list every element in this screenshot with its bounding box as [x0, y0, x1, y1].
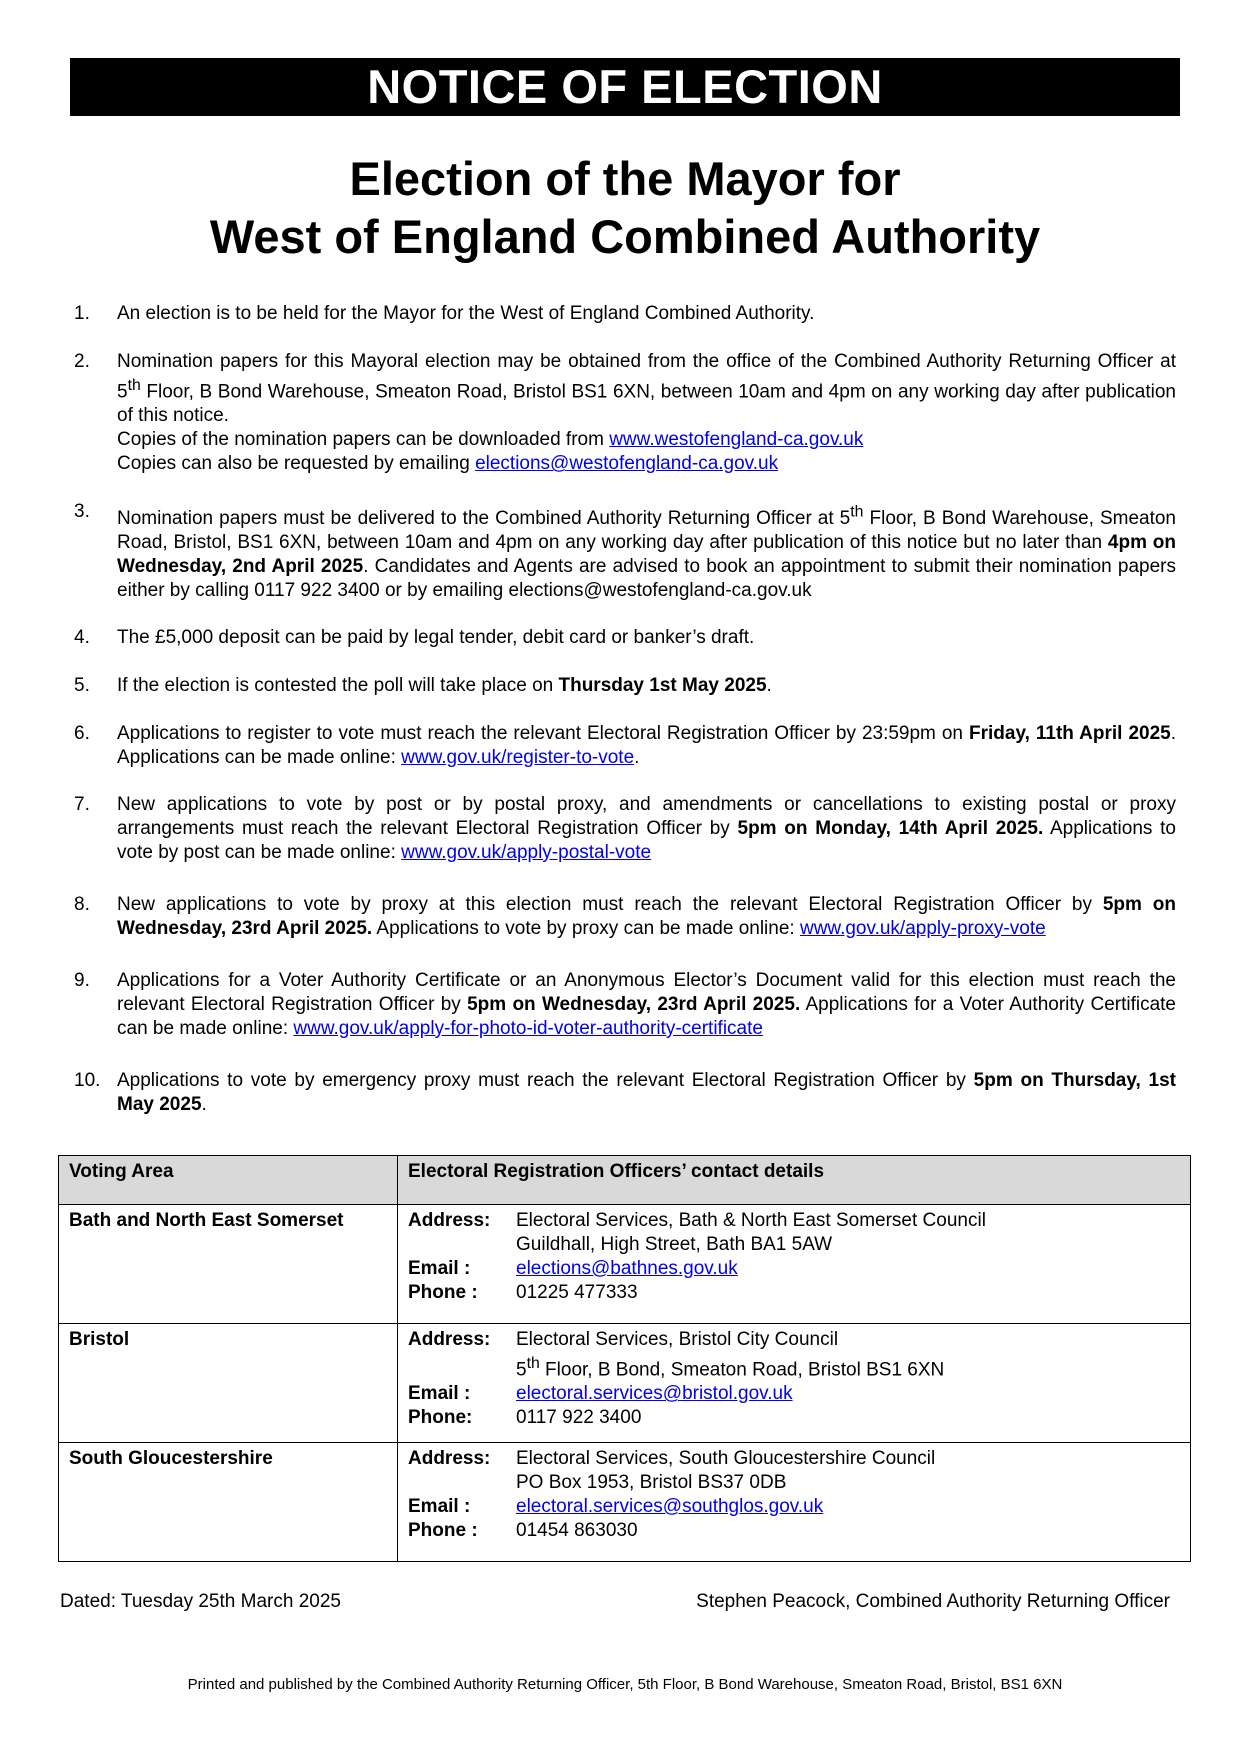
phone-label: Phone : — [408, 1282, 478, 1303]
email-link[interactable]: electoral.services@southglos.gov.uk — [516, 1496, 824, 1517]
email-link[interactable]: elections@bathnes.gov.uk — [516, 1258, 738, 1279]
notice-banner: NOTICE OF ELECTION — [70, 58, 1180, 116]
notice-item-5 — [70, 674, 1176, 698]
notice-item-10 — [70, 1069, 1176, 1117]
nomination-deadline: 4pm on Wednesday, 2nd April 2025 — [117, 531, 1176, 577]
item-number: 1. — [74, 303, 90, 324]
address-line-2: 5th Floor, B Bond, Smeaton Road, Bristol BS1 6XN — [516, 1355, 945, 1381]
address-label: Address: — [408, 1210, 491, 1231]
address-label: Address: — [408, 1329, 491, 1350]
phone-number: 0117 922 3400 — [516, 1407, 642, 1429]
title-line-2: West of England Combined Authority — [209, 210, 1041, 263]
item-number: 7. — [74, 793, 90, 815]
item-number: 9. — [74, 969, 90, 991]
phone-label: Phone: — [408, 1407, 473, 1429]
title-line-1: Election of the Mayor for — [349, 152, 901, 205]
phone-number: 01225 477333 — [516, 1282, 638, 1303]
notice-item-2 — [70, 350, 1176, 476]
item-number: 10. — [74, 1069, 101, 1091]
page-title — [70, 150, 1180, 266]
phone-label: Phone : — [408, 1520, 478, 1541]
header-contact-details: Electoral Registration Officers’ contact details — [398, 1156, 1191, 1205]
elections-email-link[interactable]: elections@westofengland-ca.gov.uk — [475, 453, 779, 475]
item-number: 5. — [74, 674, 90, 696]
notice-item-7 — [70, 793, 1176, 865]
contact-details — [398, 1205, 1191, 1324]
item-text: Nomination papers must be delivered to the Combined Authority Returning Officer at 5th Floor, B Bond Warehouse, Smeaton Road, Bristol, BS1 6XN, between 10am and 4pm on any working day after publication of this notice but no later than 4pm on Wednesday, 2nd April 2025. Candidates and Agents are advised to book an appointment to submit their nomination papers either by calling 0117 922 3400 or by emailing elections@westofengland-ca.gov.uk — [117, 503, 1177, 601]
download-line: Copies of the nomination papers can be downloaded from www.westofengland-ca.gov.uk — [117, 429, 864, 451]
item-text: Applications to vote by emergency proxy must reach the relevant Electoral Registration Officer by 5pm on Thursday, 1st May 2025. — [117, 1069, 1176, 1115]
item-number: 8. — [74, 893, 90, 915]
address-line-2: Guildhall, High Street, Bath BA1 5AW — [516, 1234, 833, 1255]
item-text: Nomination papers for this Mayoral election may be obtained from the office of the Combined Authority Returning Officer at 5th Floor, B Bond Warehouse, Smeaton Road, Bristol BS1 6XN, between 10am and 4pm on any working day after publication of this notice. — [117, 351, 1176, 427]
imprint-line: Printed and published by the Combined Authority Returning Officer, 5th Floor, B Bond Warehouse, Smeaton Road, Bristol, BS1 6XN — [187, 1676, 1063, 1693]
item-number: 4. — [74, 626, 90, 648]
email-label: Email : — [408, 1496, 471, 1517]
notice-item-3 — [70, 500, 1176, 602]
address-line-1: Electoral Services, Bath & North East Somerset Council — [516, 1210, 986, 1231]
email-link[interactable]: electoral.services@bristol.gov.uk — [516, 1383, 793, 1405]
postal-vote-link[interactable]: www.gov.uk/apply-postal-vote — [401, 841, 652, 863]
register-to-vote-link[interactable]: www.gov.uk/register-to-vote — [401, 746, 635, 768]
voting-area: Bath and North East Somerset — [59, 1205, 398, 1324]
dated-line: Dated: Tuesday 25th March 2025 — [60, 1591, 341, 1612]
address-line-1: Electoral Services, South Gloucestershire Council — [516, 1448, 936, 1469]
table-row — [59, 1443, 1191, 1562]
email-label: Email : — [408, 1383, 471, 1405]
item-number: 3. — [74, 501, 90, 523]
item-text: Applications for a Voter Authority Certificate or an Anonymous Elector’s Document valid for this election must reach the relevant Electoral Registration Officer by 5pm on Wednesday, 23rd April 2025. Applications for a Voter Authority Certificate can be made online: www.gov.uk/apply-for-photo-id-voter-authority-certificate — [117, 969, 1177, 1039]
email-label: Email : — [408, 1258, 471, 1279]
phone-number: 01454 863030 — [516, 1520, 638, 1541]
item-text: The £5,000 deposit can be paid by legal tender, debit card or banker’s draft. — [117, 626, 755, 648]
item-text: An election is to be held for the Mayor for the West of England Combined Authority. — [117, 303, 815, 324]
voter-authority-certificate-link[interactable]: www.gov.uk/apply-for-photo-id-voter-authority-certificate — [293, 1017, 763, 1039]
website-link[interactable]: www.westofengland-ca.gov.uk — [609, 429, 864, 451]
notice-item-9 — [70, 969, 1176, 1041]
address-line-2: PO Box 1953, Bristol BS37 0DB — [516, 1472, 787, 1493]
notice-item-1 — [70, 302, 1176, 326]
signature-line: Stephen Peacock, Combined Authority Returning Officer — [696, 1591, 1170, 1612]
table-header-row — [59, 1156, 1191, 1205]
item-text: Applications to register to vote must reach the relevant Electoral Registration Officer by 23:59pm on Friday, 11th April 2025. Applications can be made online: www.gov.uk/register-to-vote. — [117, 722, 1176, 768]
notice-item-8 — [70, 893, 1176, 941]
notice-item-6 — [70, 722, 1176, 770]
request-line: Copies can also be requested by emailing elections@westofengland-ca.gov.uk — [117, 453, 779, 475]
table-row — [59, 1324, 1191, 1443]
address-line-1: Electoral Services, Bristol City Council — [516, 1329, 839, 1350]
table-row — [59, 1205, 1191, 1324]
poll-date: Thursday 1st May 2025 — [558, 674, 767, 696]
notice-item-4 — [70, 626, 1176, 650]
contact-details — [398, 1324, 1191, 1443]
item-text: New applications to vote by proxy at this election must reach the relevant Electoral Registration Officer by 5pm on Wednesday, 23rd April 2025. Applications to vote by proxy can be made online: www.gov.uk/apply-proxy-vote — [117, 893, 1176, 939]
item-number: 6. — [74, 722, 90, 744]
item-number: 2. — [74, 351, 90, 372]
contact-details — [398, 1443, 1191, 1562]
notice-items — [70, 302, 1176, 1117]
proxy-vote-link[interactable]: www.gov.uk/apply-proxy-vote — [799, 917, 1046, 939]
voting-area: South Gloucestershire — [59, 1443, 398, 1562]
ero-contact-table — [58, 1155, 1191, 1562]
item-text: New applications to vote by post or by postal proxy, and amendments or cancellations to existing postal or proxy arrangements must reach the relevant Electoral Registration Officer by 5pm on Monday, 14th April 2025. Applications to vote by post can be made online: www.gov.uk/apply-postal-vote — [117, 793, 1176, 863]
address-label: Address: — [408, 1448, 491, 1469]
item-text: If the election is contested the poll will take place on Thursday 1st May 2025. — [117, 674, 772, 696]
header-voting-area: Voting Area — [59, 1156, 398, 1205]
voting-area: Bristol — [59, 1324, 398, 1443]
